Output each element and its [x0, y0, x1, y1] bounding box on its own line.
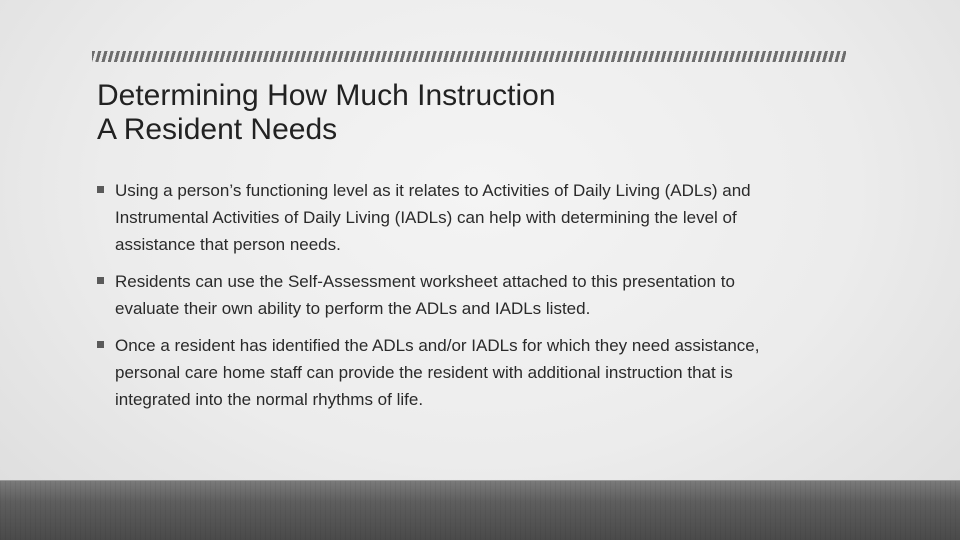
- title-line-1: Determining How Much Instruction: [97, 79, 556, 112]
- bullet-1-line-1: Using a person’s functioning level as it relates to Activities of Daily Living (ADLs) and: [115, 181, 751, 200]
- floor-background: [0, 481, 960, 540]
- bullet-2-line-1: Residents can use the Self-Assessment worksheet attached to this presentation to: [115, 272, 735, 291]
- decorative-hatch-bar: [92, 51, 846, 62]
- bullet-3-line-3: integrated into the normal rhythms of life.: [115, 390, 424, 409]
- bullet-1-line-3: assistance that person needs.: [115, 235, 341, 254]
- title-line-2: A Resident Needs: [97, 113, 338, 146]
- square-bullet-icon: [97, 186, 104, 193]
- square-bullet-icon: [97, 341, 104, 348]
- bullet-item-2: [97, 268, 847, 322]
- bullet-item-3: [97, 332, 847, 413]
- bullet-list: [97, 177, 847, 423]
- slide-title: [97, 79, 857, 147]
- square-bullet-icon: [97, 277, 104, 284]
- bullet-3-line-2: personal care home staff can provide the resident with additional instruction that is: [115, 363, 733, 382]
- bullet-item-1: [97, 177, 847, 258]
- bullet-1-line-2: Instrumental Activities of Daily Living (IADLs) can help with determining the level of: [115, 208, 737, 227]
- bullet-3-line-1: Once a resident has identified the ADLs and/or IADLs for which they need assistance,: [115, 336, 760, 355]
- bullet-2-line-2: evaluate their own ability to perform the ADLs and IADLs listed.: [115, 299, 591, 318]
